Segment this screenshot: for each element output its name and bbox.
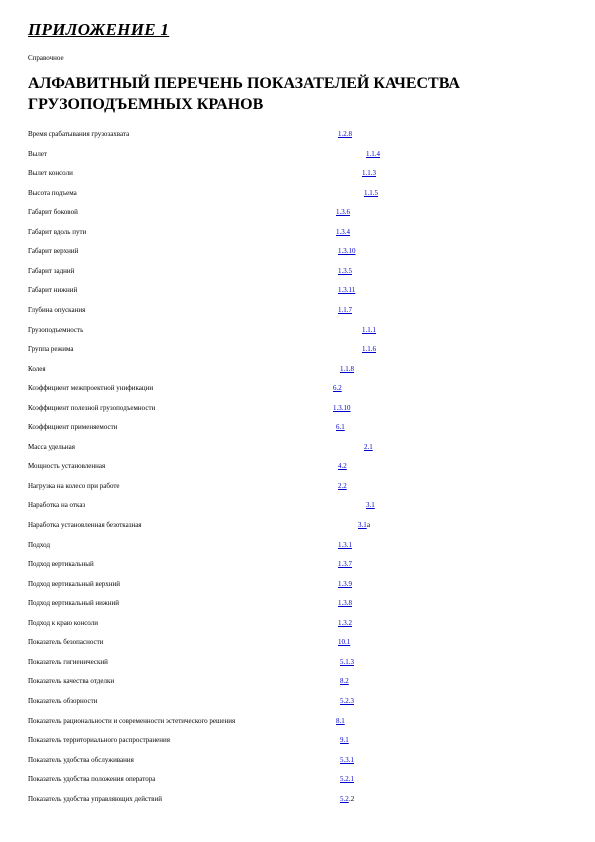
list-item (28, 617, 568, 629)
list-item (28, 421, 568, 433)
indicator-name: Габарит нижний (28, 286, 78, 295)
list-item (28, 206, 568, 218)
list-item (28, 597, 568, 609)
list-item (28, 245, 568, 257)
indicator-name: Мощность установленная (28, 462, 106, 471)
list-item (28, 675, 568, 687)
section-reference-link[interactable]: 1.3.1 (338, 540, 352, 549)
section-reference-link[interactable]: 1.3.6 (336, 208, 350, 217)
list-item (28, 539, 568, 551)
list-item (28, 265, 568, 277)
list-item (28, 793, 568, 805)
list-item (28, 578, 568, 590)
indicator-name: Показатель удобства управляющих действий (28, 794, 162, 803)
indicator-name: Подход вертикальный верхний (28, 579, 121, 588)
indicator-name: Время срабатывания грузозахвата (28, 130, 130, 138)
list-item (28, 734, 568, 746)
indicator-name: Коэффициент применяемости (28, 423, 118, 432)
indicator-name: Масса удельная (28, 442, 75, 451)
indicator-name: Показатель безопасности (28, 638, 104, 647)
appendix-heading: ПРИЛОЖЕНИЕ 1 (28, 20, 170, 39)
indicator-name: Габарит задний (28, 266, 75, 275)
indicator-name: Габарит боковой (28, 208, 78, 217)
indicator-name: Показатель гигиенический (28, 657, 108, 666)
section-reference-link[interactable]: 8.2 (340, 677, 349, 686)
list-item (28, 460, 568, 472)
reference-type-label: Справочное (28, 54, 64, 62)
section-reference-link[interactable]: 1.3.9 (338, 579, 352, 588)
indicator-name: Вылет (28, 149, 48, 158)
reference-suffix: .2 (349, 794, 355, 803)
page-title: АЛФАВИТНЫЙ ПЕРЕЧЕНЬ ПОКАЗАТЕЛЕЙ КАЧЕСТВА ГРУЗОПОДЪЕМНЫХ КРАНОВ (28, 75, 460, 113)
section-reference-link[interactable]: 9.1 (340, 736, 349, 745)
list-item (28, 128, 568, 140)
indicator-name: Показатель удобства положения оператора (28, 775, 156, 784)
section-reference-link[interactable]: 1.1.4 (366, 149, 380, 158)
list-item (28, 148, 568, 160)
section-reference-link[interactable]: 5.2.3 (340, 696, 354, 705)
indicator-name: Глубина опускания (28, 305, 86, 314)
indicator-name: Грузоподъемность (28, 325, 84, 334)
list-item (28, 695, 568, 707)
section-reference-link[interactable]: 1.3.7 (338, 560, 352, 569)
list-item (28, 402, 568, 414)
indicator-name: Габарит верхний (28, 247, 79, 256)
list-item (28, 715, 568, 727)
section-reference-link[interactable]: 1.3.10 (338, 247, 356, 256)
section-reference-link[interactable]: 4.2 (338, 462, 347, 471)
section-reference-link[interactable]: 5.2.1 (340, 775, 354, 784)
section-reference-link[interactable]: 2.2 (338, 481, 347, 490)
indicator-name: Подход вертикальный (28, 560, 94, 569)
section-reference-link[interactable]: 5.1.3 (340, 657, 354, 666)
section-reference-link[interactable]: 1.2.8 (338, 130, 352, 138)
indicator-name: Колея (28, 364, 46, 373)
indicator-name: Подход (28, 540, 51, 549)
indicator-name: Группа режима (28, 345, 74, 354)
list-item (28, 324, 568, 336)
section-reference-link[interactable]: 1.3.2 (338, 618, 352, 627)
section-reference-link[interactable]: 1.1.6 (362, 345, 376, 354)
section-reference-link[interactable]: 1.1.1 (362, 325, 376, 334)
list-item (28, 441, 568, 453)
indicator-name: Подход вертикальный нижний (28, 599, 120, 608)
section-reference-link[interactable]: 1.1.8 (340, 364, 354, 373)
section-reference-link[interactable]: 8.1 (336, 716, 345, 725)
indicator-name: Габарит вдоль пути (28, 227, 87, 236)
list-item (28, 656, 568, 668)
indicator-name: Вылет консоли (28, 169, 73, 178)
list-item (28, 636, 568, 648)
section-reference-link[interactable]: 10.1 (338, 638, 351, 647)
section-reference-link[interactable]: 2.1 (364, 442, 373, 451)
section-reference-link[interactable]: 6.2 (333, 384, 342, 393)
indicator-name: Наработка на отказ (28, 501, 86, 510)
indicator-name: Высота подъема (28, 188, 77, 197)
section-reference-link[interactable]: 1.1.3 (362, 169, 376, 178)
indicator-name: Подход к краю консоли (28, 618, 98, 627)
indicator-name: Показатель удобства обслуживания (28, 755, 134, 764)
section-reference-link[interactable]: 1.1.7 (338, 305, 352, 314)
section-reference-link[interactable]: 1.1.5 (364, 188, 378, 197)
section-reference-link[interactable]: 1.3.11 (338, 286, 356, 295)
indicator-name: Показатель территориального распространения (28, 736, 170, 745)
list-item (28, 519, 568, 531)
indicator-name: Коэффициент полезной грузоподъемности (28, 403, 156, 412)
indicator-name: Показатель рациональности и современности эстетического решения (28, 716, 236, 725)
indicator-name: Показатель обзорности (28, 696, 98, 705)
list-item (28, 363, 568, 375)
section-reference-link[interactable]: 1.3.8 (338, 599, 352, 608)
reference-suffix: а (367, 521, 371, 529)
section-reference-link[interactable]: 1.3.4 (336, 227, 350, 236)
list-item (28, 773, 568, 785)
section-reference-link[interactable]: 6.1 (336, 423, 345, 432)
list-item (28, 304, 568, 316)
list-item (28, 343, 568, 355)
list-item (28, 558, 568, 570)
list-item (28, 480, 568, 492)
list-item (28, 284, 568, 296)
section-reference-link[interactable]: 5.3.1 (340, 755, 354, 764)
list-item (28, 382, 568, 394)
list-item (28, 187, 568, 199)
indicator-name: Нагрузка на колесо при работе (28, 481, 120, 490)
indicator-name: Наработка установленная безотказная (28, 521, 142, 529)
list-item (28, 499, 568, 511)
list-item (28, 167, 568, 179)
section-reference-link[interactable]: 1.3.10 (333, 403, 351, 412)
list-item (28, 226, 568, 238)
indicator-name: Показатель качества отделки (28, 677, 115, 686)
indicator-name: Коэффициент межпроектной унификации (28, 384, 154, 393)
section-reference-link[interactable]: 3.1 (366, 501, 375, 510)
section-reference-link[interactable]: 3.1 (358, 521, 367, 529)
section-reference-link[interactable]: 5.2 (340, 794, 349, 803)
list-item (28, 754, 568, 766)
section-reference-link[interactable]: 1.3.5 (338, 266, 352, 275)
